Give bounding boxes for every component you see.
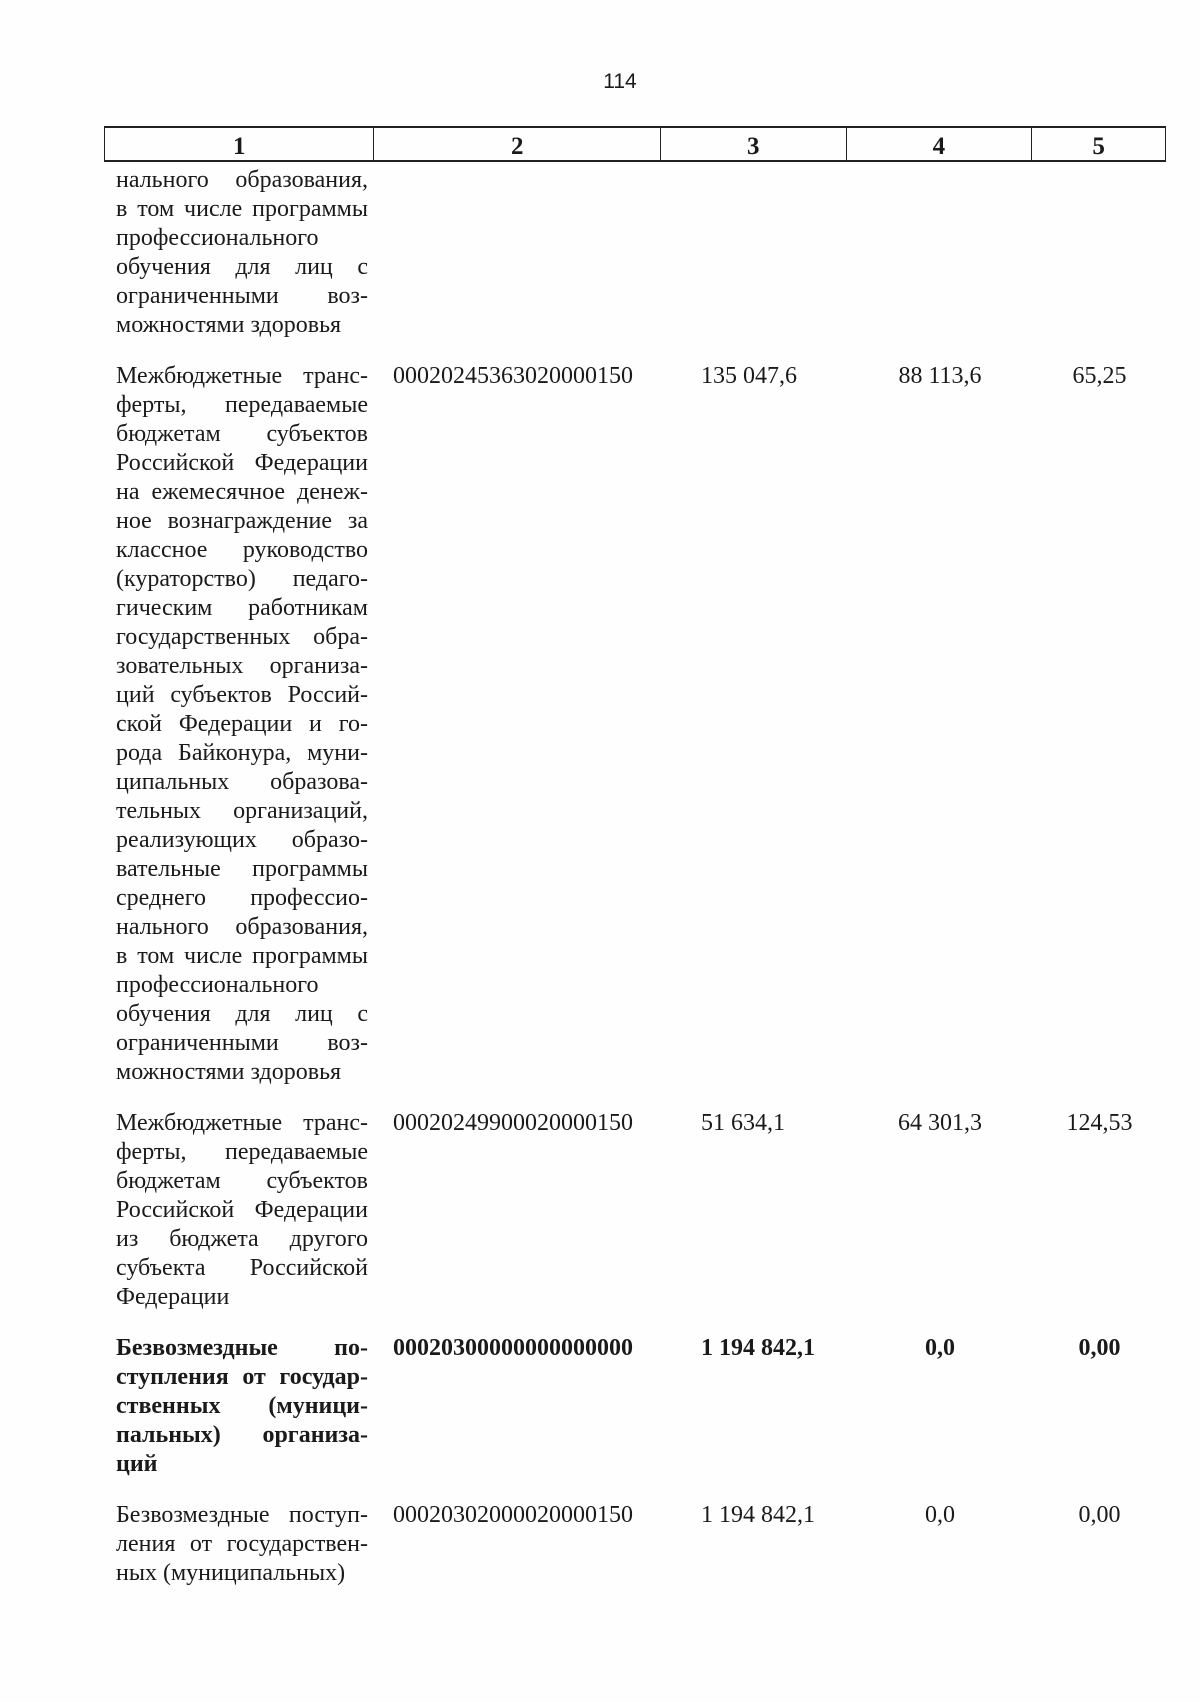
row-name-line: рода Байконура, муни-	[116, 740, 368, 766]
table-row	[104, 362, 1166, 1087]
row-name	[104, 166, 374, 340]
header-col-1: 1	[105, 128, 374, 160]
header-col-2: 2	[374, 128, 660, 160]
table-header-row	[104, 126, 1166, 162]
table-row	[104, 1501, 1166, 1588]
row-code: 00020302000020000150	[393, 1502, 633, 1528]
budget-table	[104, 126, 1166, 1588]
row-name-line: ферты, передаваемые	[116, 392, 368, 418]
row-name-line: Российской Федерации	[116, 1197, 368, 1223]
row-value-col-4: 0,0	[925, 1335, 955, 1361]
row-name-line: реализующих образо-	[116, 827, 368, 853]
row-name-line: ственных (муници-	[116, 1393, 368, 1419]
table-row	[104, 166, 1166, 340]
table-body	[104, 166, 1166, 1588]
row-value-col-3: 51 634,1	[701, 1110, 785, 1136]
row-value-col-5: 124,53	[1066, 1110, 1133, 1136]
page-number: 114	[603, 70, 637, 93]
row-name-line: Межбюджетные транс-	[116, 1110, 368, 1136]
header-col-5: 5	[1092, 133, 1105, 160]
row-value-col-4	[847, 166, 1033, 340]
row-name-line: в том числе программы	[116, 943, 368, 969]
row-value-col-5: 0,00	[1078, 1502, 1121, 1528]
row-name-line: обучения для лиц с	[116, 1001, 368, 1027]
row-name-line: профессионального	[116, 972, 319, 998]
row-name-line: классное руководство	[116, 537, 368, 563]
row-name-line: можностями здоровья	[116, 312, 342, 338]
row-value-col-5: 65,25	[1072, 363, 1127, 389]
row-name-line: нального образования,	[116, 914, 368, 940]
row-name	[104, 1109, 374, 1312]
table-row	[104, 1334, 1166, 1479]
row-value-col-4: 88 113,6	[898, 363, 982, 389]
row-name-line: Безвозмездные по-	[116, 1335, 368, 1361]
row-name-line: субъекта Российской	[116, 1255, 368, 1281]
row-name-line: ных (муниципальных)	[116, 1560, 346, 1586]
row-name-line: Безвозмездные поступ-	[116, 1502, 368, 1528]
row-name-line: бюджетам субъектов	[116, 1168, 368, 1194]
row-name-line: Межбюджетные транс-	[116, 363, 368, 389]
row-name-line: ций субъектов Россий-	[116, 682, 368, 708]
row-name-line: Федерации	[116, 1284, 230, 1310]
row-name-line: зовательных организа-	[116, 653, 368, 679]
row-name-line: в том числе программы	[116, 196, 368, 222]
row-name-line: можностями здоровья	[116, 1059, 342, 1085]
row-name-line: ций	[116, 1451, 158, 1477]
row-name-line: ской Федерации и го-	[116, 711, 368, 737]
row-value-col-3: 1 194 842,1	[701, 1502, 815, 1528]
row-name	[104, 362, 374, 1087]
row-name-line: обучения для лиц с	[116, 254, 368, 280]
row-value-col-4: 64 301,3	[898, 1110, 982, 1136]
row-value-col-3: 135 047,6	[701, 363, 797, 389]
row-name-line: ограниченными воз-	[116, 1030, 368, 1056]
row-name-line: из бюджета другого	[116, 1226, 368, 1252]
header-col-3: 3	[661, 128, 847, 160]
row-value-col-3	[661, 166, 847, 340]
row-name-line: ления от государствен-	[116, 1531, 368, 1557]
row-name-line: ограниченными воз-	[116, 283, 368, 309]
row-code: 00020249900020000150	[393, 1110, 633, 1136]
row-code: 00020245363020000150	[393, 363, 633, 389]
row-value-col-5	[1033, 166, 1166, 340]
row-code: 00020300000000000000	[393, 1335, 633, 1361]
row-name-line: профессионального	[116, 225, 319, 251]
row-name-line: (кураторство) педаго-	[116, 566, 368, 592]
row-name-line: ное вознаграждение за	[116, 508, 368, 534]
row-name-line: ферты, передаваемые	[116, 1139, 368, 1165]
row-value-col-4: 0,0	[925, 1502, 955, 1528]
row-value-col-3: 1 194 842,1	[701, 1335, 815, 1361]
header-col-4: 4	[847, 128, 1033, 160]
row-name-line: нального образования,	[116, 167, 368, 193]
row-name-line: гическим работникам	[116, 595, 368, 621]
row-name	[104, 1501, 374, 1588]
row-name	[104, 1334, 374, 1479]
row-code	[374, 166, 661, 340]
table-row	[104, 1109, 1166, 1312]
row-name-line: ципальных образова-	[116, 769, 368, 795]
row-value-col-5: 0,00	[1078, 1335, 1121, 1361]
row-name-line: Российской Федерации	[116, 450, 368, 476]
row-name-line: государственных обра-	[116, 624, 368, 650]
row-name-line: вательные программы	[116, 856, 368, 882]
row-name-line: пальных) организа-	[116, 1422, 368, 1448]
row-name-line: среднего профессио-	[116, 885, 368, 911]
row-name-line: тельных организаций,	[116, 798, 368, 824]
row-name-line: на ежемесячное денеж-	[116, 479, 368, 505]
row-name-line: бюджетам субъектов	[116, 421, 368, 447]
row-name-line: ступления от государ-	[116, 1364, 368, 1390]
